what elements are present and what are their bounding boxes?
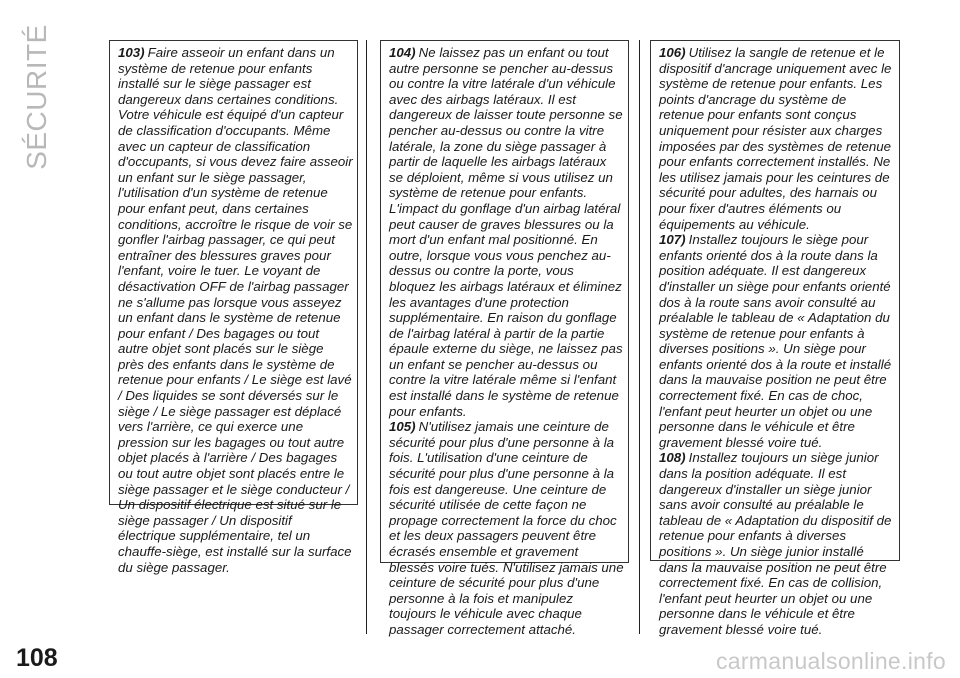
warning-107 xyxy=(659,232,895,450)
column-divider-right xyxy=(639,40,640,634)
section-title xyxy=(2,24,72,170)
warning-104 xyxy=(389,45,624,419)
warning-number: 105) xyxy=(389,419,416,435)
page-number: 108 xyxy=(16,644,58,672)
warning-103 xyxy=(118,45,353,575)
warning-text: N'utilisez jamais une ceinture de sécurité pour plus d'une personne à la fois. L'utilisation d'une ceinture de sécurité pour plus d'une personne à la fois est dangereuse. Une ceinture de sécurité utilisée de cette façon ne propage correctement la force du choc et les deux passagers peuvent être écrasés ensemble et gravement blessés voire tués. N'utilisez jamais une ceinture de sécurité pour plus d'une personne à la fois et manipulez toujours le véhicule avec chaque passager correctement attaché. xyxy=(389,419,624,637)
warning-number: 103) xyxy=(118,45,145,60)
warning-106 xyxy=(659,45,895,232)
warning-number: 104) xyxy=(389,45,416,60)
warning-number: 108) xyxy=(659,450,686,466)
warning-number: 107) xyxy=(659,232,686,248)
warning-108 xyxy=(659,450,895,637)
warning-text: Installez toujours un siège junior dans la position adéquate. Il est dangereux d'installer un siège junior sans avoir consulté au préalable le tableau de « Adaptation du dispositif de retenue pour enfants à diverses positions ». Un siège junior installé dans la mauvaise position ne peut être correctement fixé. En cas de collision, l'enfant peut heurter un objet ou une personne dans le véhicule et être gravement blessé voire tué. xyxy=(659,450,892,637)
column-divider-left xyxy=(366,40,367,634)
warning-text: Utilisez la sangle de retenue et le dispositif d'ancrage uniquement avec le système de retenue pour enfants. Les points d'ancrage du système de retenue pour enfants sont conçus uniquement pour résister aux charges imposées par des systèmes de retenue pour enfants correctement installés. Ne les utilisez jamais pour les ceintures de sécurité pour adultes, des harnais ou pour fixer d'autres éléments ou équipements au véhicule. xyxy=(659,45,892,232)
warning-box-col3 xyxy=(650,40,900,637)
watermark: carmanualsonline.info xyxy=(715,648,946,674)
warning-105 xyxy=(389,419,624,637)
section-title-text: SÉCURITÉ xyxy=(21,24,52,170)
warning-box-col2 xyxy=(380,40,629,637)
warning-text: Ne laissez pas un enfant ou tout autre personne se pencher au-dessus ou contre la vitre latérale d'un véhicule avec des airbags latéraux. Il est dangereux de laisser toute personne se pencher au-dessus ou contre la vitre latérale, la zone du siège passager à partir de laquelle les airbags latéraux se déploient, même si vous utilisez un système de retenue pour enfants. L'impact du gonflage d'un airbag latéral peut causer de graves blessures ou la mort d'un enfant mal positionné. En outre, lorsque vous vous penchez au-dessus ou contre la porte, vous bloquez les airbags latéraux et éliminez les avantages d'une protection supplémentaire. En raison du gonflage de l'airbag latéral à partir de la partie épaule externe du siège, ne laissez pas un enfant se pencher au-dessus ou contre la vitre latérale même si l'enfant est installé dans le système de retenue pour enfants. xyxy=(389,45,623,419)
warning-text: Faire asseoir un enfant dans un système de retenue pour enfants installé sur le siège passager est dangereux dans certaines conditions. Votre véhicule est équipé d'un capteur de classification d'occupants. Même avec un capteur de classification d'occupants, si vous devez faire asseoir un enfant sur le siège passager, l'utilisation d'un système de retenue pour enfant peut, dans certaines conditions, accroître le risque de voir se gonfler l'airbag passager, ce qui peut entraîner des blessures graves pour l'enfant, voire le tuer. Le voyant de désactivation OFF de l'airbag passager ne s'allume pas lorsque vous asseyez un enfant dans le système de retenue pour enfant / Des bagages ou tout autre objet sont placés sur le siège près des enfants dans le système de retenue pour enfants / Le siège est lavé / Des liquides se sont déversés sur le siège / Le siège passager est déplacé vers l'arrière, ce qui exerce une pression sur les bagages ou tout autre objet placés à l'arrière / Des bagages ou tout autre objet sont placés entre le siège passager et le siège conducteur / Un dispositif électrique est situé sur le siège passager / Un dispositif électrique supplémentaire, tel un chauffe-siège, est installé sur la surface du siège passager. xyxy=(118,45,353,575)
warning-text: Installez toujours le siège pour enfants orienté dos à la route dans la position adéquate. Il est dangereux d'installer un siège pour enfants orienté dos à la route sans avoir consulté au préalable le tableau de « Adaptation du système de retenue pour enfants à diverses positions ». Un siège pour enfants orienté dos à la route et installé dans la mauvaise position ne peut être correctement fixé. En cas de choc, l'enfant peut heurter un objet ou une personne dans le véhicule et être gravement blessé voire tué. xyxy=(659,232,892,450)
warning-number: 106) xyxy=(659,45,686,60)
warning-box-col1 xyxy=(109,40,358,575)
